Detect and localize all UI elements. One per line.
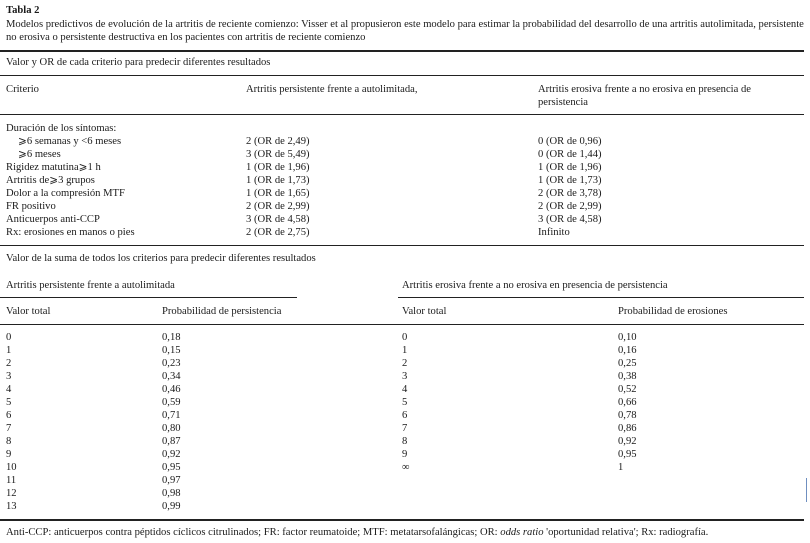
right-valor-cell: 5 (402, 397, 408, 408)
left-prob-cell: 0,34 (162, 371, 181, 382)
left-prob-cell: 0,95 (162, 462, 181, 473)
right-valor-cell: 7 (402, 423, 408, 434)
bottom-rule (0, 519, 804, 521)
persistente-cell (246, 122, 310, 135)
left-valor-cell: 10 (6, 462, 17, 473)
criterio-cell: Duración de los síntomas: (6, 123, 117, 134)
left-subtable-title: Artritis persistente frente a autolimitada (6, 280, 175, 291)
right-valor-cell: 3 (402, 371, 408, 382)
left-valores-column (6, 331, 17, 513)
erosiva-cell: 2 (OR de 2,99) (538, 201, 602, 212)
erosiva-cell: 1 (OR de 1,96) (538, 162, 602, 173)
erosiva-cell: 3 (OR de 4,58) (538, 214, 602, 225)
persistente-column (246, 122, 310, 239)
table-caption: Modelos predictivos de evolución de la artritis de reciente comienzo: Visser et al propusieron este modelo para estimar la probabilidad del desarrollo de una artritis autolimitada, persistente no erosiva o persistente destructiva en los pacientes con artritis de reciente comienzo (6, 19, 804, 43)
right-prob-cell: 0,86 (618, 423, 637, 434)
left-prob-cell: 0,98 (162, 488, 181, 499)
section1-title-rule (0, 75, 804, 76)
criterio-column (6, 122, 135, 239)
left-valor-cell: 6 (6, 410, 12, 421)
erosiva-cell: 2 (OR de 3,78) (538, 188, 602, 199)
right-prob-cell: 0,10 (618, 332, 637, 343)
right-valor-cell: ∞ (402, 462, 410, 473)
right-valor-cell: 8 (402, 436, 408, 447)
left-valor-cell: 5 (6, 397, 12, 408)
criterio-cell: FR positivo (6, 201, 56, 212)
criterio-cell: ⩾6 meses (18, 149, 61, 160)
section1-bottom-rule (0, 245, 804, 246)
left-prob-cell: 0,99 (162, 501, 181, 512)
left-prob-cell: 0,15 (162, 345, 181, 356)
table-label: Tabla 2 (6, 5, 40, 16)
section1-title: Valor y OR de cada criterio para predecir diferentes resultados (6, 57, 271, 68)
left-prob-cell: 0,18 (162, 332, 181, 343)
left-prob-cell: 0,87 (162, 436, 181, 447)
right-col-valor-header: Valor total (402, 306, 447, 317)
page-edge-marker (806, 478, 807, 502)
left-valor-cell: 1 (6, 345, 12, 356)
top-rule (0, 50, 804, 52)
right-probs-column (618, 331, 637, 474)
right-prob-cell: 1 (618, 462, 624, 473)
criterio-cell: Artritis de⩾3 grupos (6, 175, 95, 186)
erosiva-cell: 1 (OR de 1,73) (538, 175, 602, 186)
criterio-cell: Dolor a la compresión MTF (6, 188, 125, 199)
left-prob-cell: 0,23 (162, 358, 181, 369)
right-prob-cell: 0,38 (618, 371, 637, 382)
left-valor-cell: 9 (6, 449, 12, 460)
right-valor-cell: 9 (402, 449, 408, 460)
left-valor-cell: 12 (6, 488, 17, 499)
footnote-text-end: 'oportunidad relativa'; Rx: radiografía. (543, 527, 709, 538)
left-subtable-title-rule (0, 297, 297, 298)
right-prob-cell: 0,16 (618, 345, 637, 356)
right-prob-cell: 0,95 (618, 449, 637, 460)
right-valor-cell: 1 (402, 345, 408, 356)
left-valor-cell: 11 (6, 475, 17, 486)
right-valores-column (402, 331, 410, 474)
right-valor-cell: 0 (402, 332, 408, 343)
left-probs-column (162, 331, 181, 513)
left-prob-cell: 0,80 (162, 423, 181, 434)
right-subtable-title-rule (398, 297, 804, 298)
persistente-cell: 2 (OR de 2,49) (246, 136, 310, 147)
erosiva-cell: 0 (OR de 1,44) (538, 149, 602, 160)
criterio-cell: ⩾6 semanas y <6 meses (18, 136, 122, 147)
right-subtable-title: Artritis erosiva frente a no erosiva en presencia de persistencia (402, 280, 668, 291)
right-prob-cell: 0,66 (618, 397, 637, 408)
erosiva-cell: 0 (OR de 0,96) (538, 136, 602, 147)
header-criterio: Criterio (6, 84, 39, 95)
criterio-cell: Rigidez matutina⩾1 h (6, 162, 101, 173)
right-prob-cell: 0,25 (618, 358, 637, 369)
persistente-cell: 2 (OR de 2,75) (246, 227, 310, 238)
left-prob-cell: 0,59 (162, 397, 181, 408)
right-prob-cell: 0,52 (618, 384, 637, 395)
footnote (6, 527, 708, 539)
section2-header-rule (0, 324, 804, 325)
left-valor-cell: 8 (6, 436, 12, 447)
right-valor-cell: 4 (402, 384, 408, 395)
left-valor-cell: 4 (6, 384, 12, 395)
erosiva-cell: Infinito (538, 227, 570, 238)
right-valor-cell: 6 (402, 410, 408, 421)
left-prob-cell: 0,97 (162, 475, 181, 486)
left-valor-cell: 2 (6, 358, 12, 369)
left-prob-cell: 0,46 (162, 384, 181, 395)
left-valor-cell: 3 (6, 371, 12, 382)
left-valor-cell: 13 (6, 501, 17, 512)
erosiva-cell (538, 122, 602, 135)
persistente-cell: 1 (OR de 1,73) (246, 175, 310, 186)
right-prob-cell: 0,92 (618, 436, 637, 447)
persistente-cell: 3 (OR de 5,49) (246, 149, 310, 160)
criterio-cell: Anticuerpos anti-CCP (6, 214, 100, 225)
left-col-valor-header: Valor total (6, 306, 51, 317)
footnote-italic: odds ratio (500, 527, 544, 538)
footnote-text: Anti-CCP: anticuerpos contra péptidos cíclicos citrulinados; FR: factor reumatoide; MTF: metatarsofalángicas; OR: (6, 527, 501, 538)
header-persistente: Artritis persistente frente a autolimitada, (246, 84, 418, 95)
right-col-prob-header: Probabilidad de erosiones (618, 306, 728, 317)
section1-header-rule (0, 114, 804, 115)
criterio-cell: Rx: erosiones en manos o pies (6, 227, 135, 238)
left-prob-cell: 0,71 (162, 410, 181, 421)
persistente-cell: 1 (OR de 1,65) (246, 188, 310, 199)
left-valor-cell: 0 (6, 332, 12, 343)
left-valor-cell: 7 (6, 423, 12, 434)
header-erosiva: Artritis erosiva frente a no erosiva en presencia de persistencia (538, 84, 751, 108)
erosiva-column (538, 122, 602, 239)
section2-title: Valor de la suma de todos los criterios para predecir diferentes resultados (6, 253, 316, 264)
left-col-prob-header: Probabilidad de persistencia (162, 306, 282, 317)
left-prob-cell: 0,92 (162, 449, 181, 460)
persistente-cell: 1 (OR de 1,96) (246, 162, 310, 173)
right-prob-cell: 0,78 (618, 410, 637, 421)
persistente-cell: 3 (OR de 4,58) (246, 214, 310, 225)
persistente-cell: 2 (OR de 2,99) (246, 201, 310, 212)
right-valor-cell: 2 (402, 358, 408, 369)
